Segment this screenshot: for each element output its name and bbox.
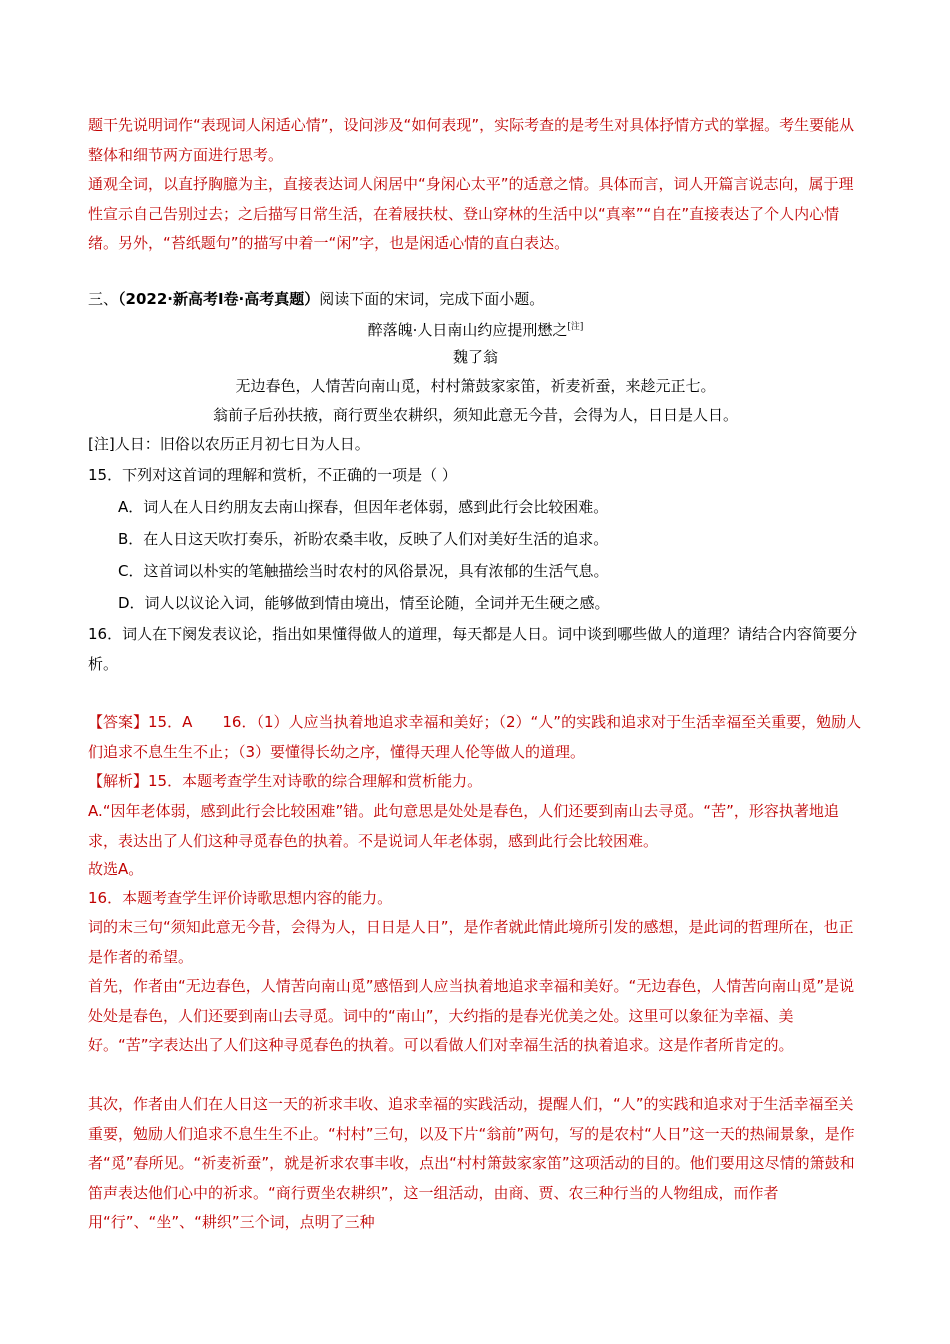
section-3-heading — [88, 285, 863, 315]
analysis-paragraph-1: 题干先说明词作“表现词人闲适心情”，设问涉及“如何表现”，实际考查的是考生对具体抒情方式的掌握。考生要能从整体和细节两方面进行思考。 — [88, 116, 855, 164]
answer-tag: 【答案】 — [88, 713, 149, 731]
poem-title: 醉落魄·人日南山约应提刑懋之[注] — [367, 321, 584, 339]
question-15-option-b: B．在人日这天吹打奏乐，祈盼农桑丰收，反映了人们对美好生活的追求。 — [118, 530, 609, 548]
answer-block — [88, 708, 863, 767]
analysis-15-conclusion: 故选A。 — [88, 860, 144, 878]
question-15-stem: 15．下列对这首词的理解和赏析，不正确的一项是（ ） — [88, 466, 457, 484]
poem-line-2: 翁前子后孙扶掖，商行贾坐农耕织，须知此意无今昔，会得为人，日日是人日。 — [212, 406, 738, 424]
analysis-16-intro: 16．本题考查学生评价诗歌思想内容的能力。 — [88, 889, 393, 907]
question-15-option-d: D．词人以议论入词，能够做到情由境出，情至论随，全词并无生硬之感。 — [118, 594, 610, 612]
question-15-option-a: A．词人在人日约朋友去南山探春，但因年老体弱，感到此行会比较困难。 — [118, 498, 609, 516]
note-marker: [注] — [567, 322, 584, 332]
question-16-stem: 16．词人在下阕发表议论，指出如果懂得做人的道理，每天都是人日。词中谈到哪些做人的道理？请结合内容简要分析。 — [88, 625, 858, 673]
poem-author: 魏了翁 — [452, 348, 498, 366]
analysis-16-p1: 词的末三句“须知此意无今昔，会得为人，日日是人日”，是作者就此情此境所引发的感想，是此词的哲理所在，也正是作者的希望。 — [88, 918, 854, 966]
question-15-option-c: C．这首词以朴实的笔触描绘当时农村的风俗景况，具有浓郁的生活气息。 — [118, 562, 609, 580]
analysis-tag: 【解析】 — [88, 772, 149, 790]
analysis-16-p3: 其次，作者由人们在人日这一天的祈求丰收、追求幸福的实践活动，提醒人们，“人”的实践和追求对于生活幸福至关重要，勉励人们追求不息生生不止。“村村”三句，以及下片“翁前”两句，写的是农村“人日”这一天的热闹景象，是作者“觅”春所见。“祈麦祈蚕”，就是祈求农事丰收，点出“村村箫鼓家家笛”这项活动的目的。他们要用这尽情的箫鼓和笛声表达他们心中的祈求。“商行贾坐农耕织”，这一组活动，由商、贾、农三种行当的人物组成，而作者用“行”、“坐”、“耕织”三个词，点明了三种 — [88, 1095, 855, 1231]
section-number: 三、 — [88, 290, 119, 308]
section-instruction: 阅读下面的宋词，完成下面小题。 — [319, 290, 545, 308]
analysis-16-p2: 首先，作者由“无边春色，人情苦向南山觅”感悟到人应当执着地追求幸福和美好。“无边春色，人情苦向南山觅”是说处处是春色，人们还要到南山去寻觅。词中的“南山”，大约指的是春光优美之处。这里可以象征为幸福、美好。“苦”字表达出了人们这种寻觅春色的执着。可以看做人们对幸福生活的执着追求。这是作者所肯定的。 — [88, 977, 855, 1054]
section-source: （2022·新高考Ⅰ卷·高考真题） — [118, 290, 320, 308]
poem-footnote: [注]人日：旧俗以农历正月初七日为人日。 — [88, 435, 370, 453]
answer-text: 15．A 16．（1）人应当执着地追求幸福和美好；（2）“人”的实践和追求对于生活幸福至关重要，勉励人们追求不息生生不止；（3）要懂得长幼之序，懂得天理人伦等做人的道理。 — [88, 713, 862, 761]
analysis-paragraph-2: 通观全词，以直抒胸臆为主，直接表达词人闲居中“身闲心太平”的适意之情。具体而言，词人开篇言说志向，属于理性宣示自己告别过去；之后描写日常生活，在着屐扶杖、登山穿林的生活中以“真率”“自在”直接表达了个人内心情绪。另外，“苔纸题句”的描写中着一“闲”字，也是闲适心情的直白表达。 — [88, 175, 854, 252]
analysis-heading: 【解析】15．本题考查学生对诗歌的综合理解和赏析能力。 — [88, 772, 483, 790]
poem-line-1: 无边春色，人情苦向南山觅，村村箫鼓家家笛，祈麦祈蚕，来趁元正七。 — [235, 377, 716, 395]
analysis-15-a: A.“因年老体弱，感到此行会比较困难”错。此句意思是处处是春色，人们还要到南山去寻觅。“苦”，形容执著地追求，表达出了人们这种寻觅春色的执着。不是说词人年老体弱，感到此行会比较困难。 — [88, 802, 839, 850]
